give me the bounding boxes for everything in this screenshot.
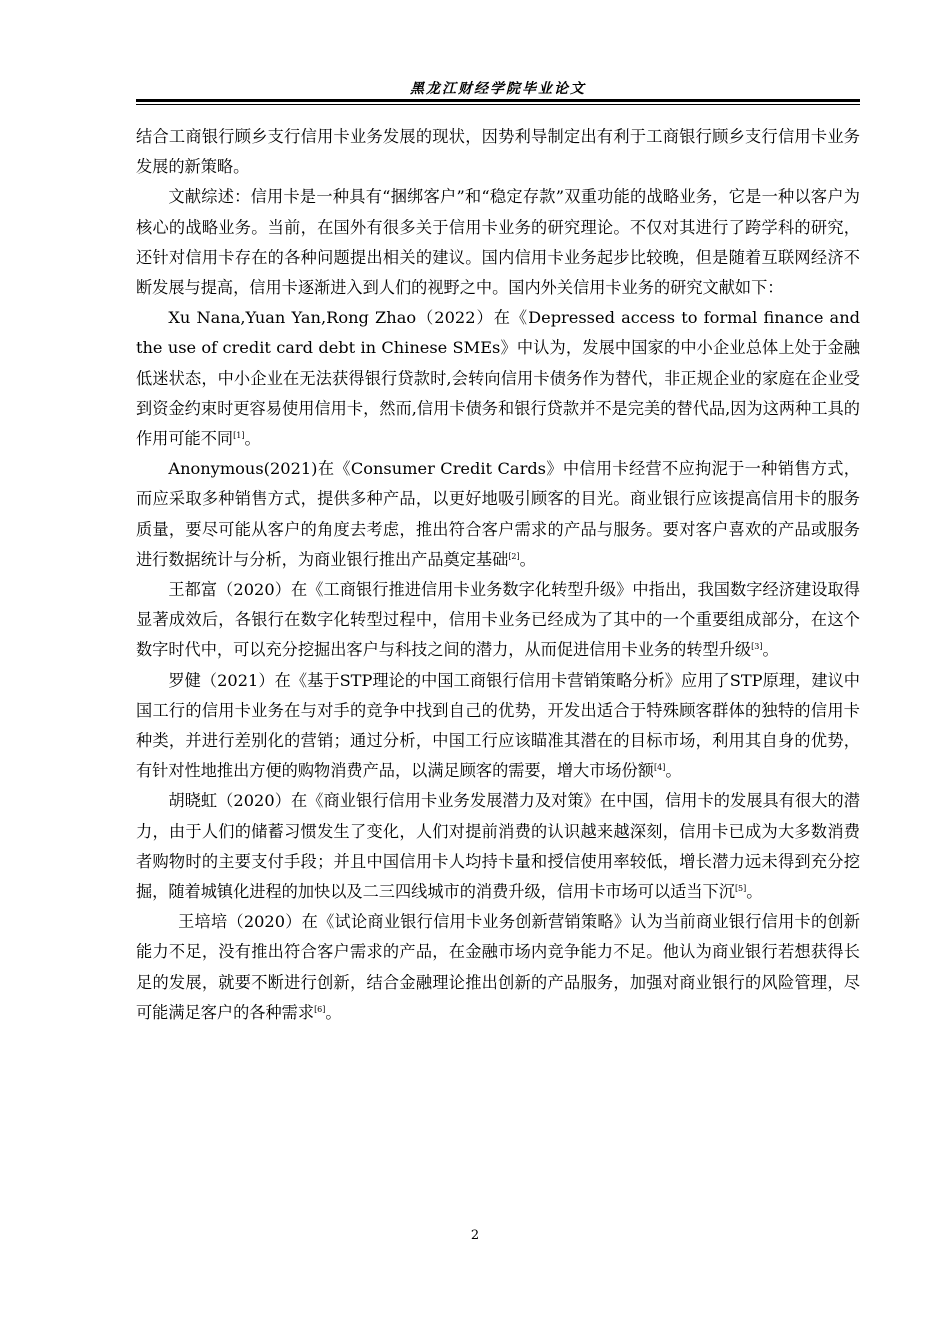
- header-rule-thick: [136, 99, 860, 102]
- paragraph-ref-1: [136, 303, 860, 454]
- paragraph-text: 结合工商银行顾乡支行信用卡业务发展的现状，因势利导制定出有利于工商银行顾乡支行信用卡业务发展的新策略。: [136, 127, 860, 177]
- paragraph-tail: 。: [762, 640, 779, 660]
- citation-mark: [5]: [734, 884, 747, 894]
- paragraph-ref-5: [136, 786, 860, 907]
- page-number: 2: [470, 1228, 480, 1243]
- header-rule-thin: [136, 104, 860, 105]
- citation-mark: [6]: [314, 1004, 326, 1014]
- paragraph-text: 王培培（2020）在《试论商业银行信用卡业务创新营销策略》认为当前商业银行信用卡的创新能力不足，没有推出符合客户需求的产品，在金融市场内竞争能力不足。他认为商业银行若想获得长足的发展，就要不断进行创新，结合金融理论推出创新的产品服务，加强对商业银行的风险管理，尽可能满足客户的各种需求: [136, 912, 860, 1022]
- paragraph-tail: 。: [244, 429, 261, 449]
- citation-mark: [2]: [508, 551, 520, 561]
- paragraph-tail: 。: [325, 1002, 342, 1022]
- paragraph-tail: 。: [519, 549, 536, 569]
- paragraph-text: 罗健（2021）在《基于STP理论的中国工商银行信用卡营销策略分析》应用了STP原理，建议中国工行的信用卡业务在与对手的竞争中找到自己的优势，开发出适合于特殊顾客群体的独特的信用卡种类，并进行差别化的营销；通过分析，中国工行应该瞄准其潜在的目标市场，利用其自身的优势，有针对性地推出方便的购物消费产品，以满足顾客的需要，增大市场份额: [136, 670, 860, 781]
- paragraph-ref-6: [136, 907, 860, 1028]
- paragraph-text: 胡晓虹（2020）在《商业银行信用卡业务发展潜力及对策》在中国，信用卡的发展具有很大的潜力，由于人们的储蓄习惯发生了变化，人们对提前消费的认识越来越深刻，信用卡已成为大多数消费者购物时的主要支付手段；并且中国信用卡人均持卡量和授信使用率较低，增长潜力远未得到充分挖掘，随着城镇化进程的加快以及二三四线城市的消费升级，信用卡市场可以适当下沉: [136, 791, 860, 902]
- paragraph-tail: 。: [746, 882, 763, 902]
- paragraph-text: 王都富（2020）在《工商银行推进信用卡业务数字化转型升级》中指出，我国数字经济建设取得显著成效后，各银行在数字化转型过程中，信用卡业务已经成为了其中的一个重要组成部分，在这个数字时代中，可以充分挖掘出客户与科技之间的潜力，从而促进信用卡业务的转型升级: [136, 580, 860, 660]
- citation-mark: [3]: [751, 642, 763, 652]
- paragraph-ref-3: [136, 575, 860, 666]
- citation-mark: [1]: [233, 431, 245, 441]
- paragraph-text: 文献综述：信用卡是一种具有“捆绑客户”和“稳定存款”双重功能的战略业务，它是一种以客户为核心的战略业务。当前，在国外有很多关于信用卡业务的研究理论。不仅对其进行了跨学科的研究，还针对信用卡存在的各种问题提出相关的建议。国内信用卡业务起步比较晚，但是随着互联网经济不断发展与提高，信用卡逐渐进入到人们的视野之中。国内外关信用卡业务的研究文献如下：: [136, 187, 860, 298]
- paragraph-tail: 。: [665, 761, 682, 781]
- citation-mark: [4]: [654, 763, 666, 773]
- paragraph-ref-4: [136, 666, 860, 787]
- paragraph-literature-review: [136, 182, 860, 303]
- document-header-title: 黑龙江财经学院毕业论文: [410, 81, 586, 97]
- paragraph-text: Anonymous(2021)在《Consumer Credit Cards》中信用卡经营不应拘泥于一种销售方式，而应采取多种销售方式，提供多种产品，以更好地吸引顾客的目光。商业银行应该提高信用卡的服务质量，要尽可能从客户的角度去考虑，推出符合客户需求的产品与服务。要对客户喜欢的产品或服务进行数据统计与分析，为商业银行推出产品奠定基础: [136, 459, 860, 569]
- paragraph-continuation: [136, 122, 860, 182]
- document-body: [136, 122, 860, 1028]
- paragraph-text: Xu Nana,Yuan Yan,Rong Zhao（2022）在《Depressed access to formal finance and the use of credit card debt in Chinese SMEs》中认为，发展中国家的中小企业总体上处于金融低迷状态，中小企业在无法获得银行贷款时,会转向信用卡债务作为替代，非正规企业的家庭在企业受到资金约束时更容易使用信用卡，然而,信用卡债务和银行贷款并不是完美的替代品,因为这两种工具的作用可能不同: [136, 308, 860, 449]
- paragraph-ref-2: [136, 454, 860, 575]
